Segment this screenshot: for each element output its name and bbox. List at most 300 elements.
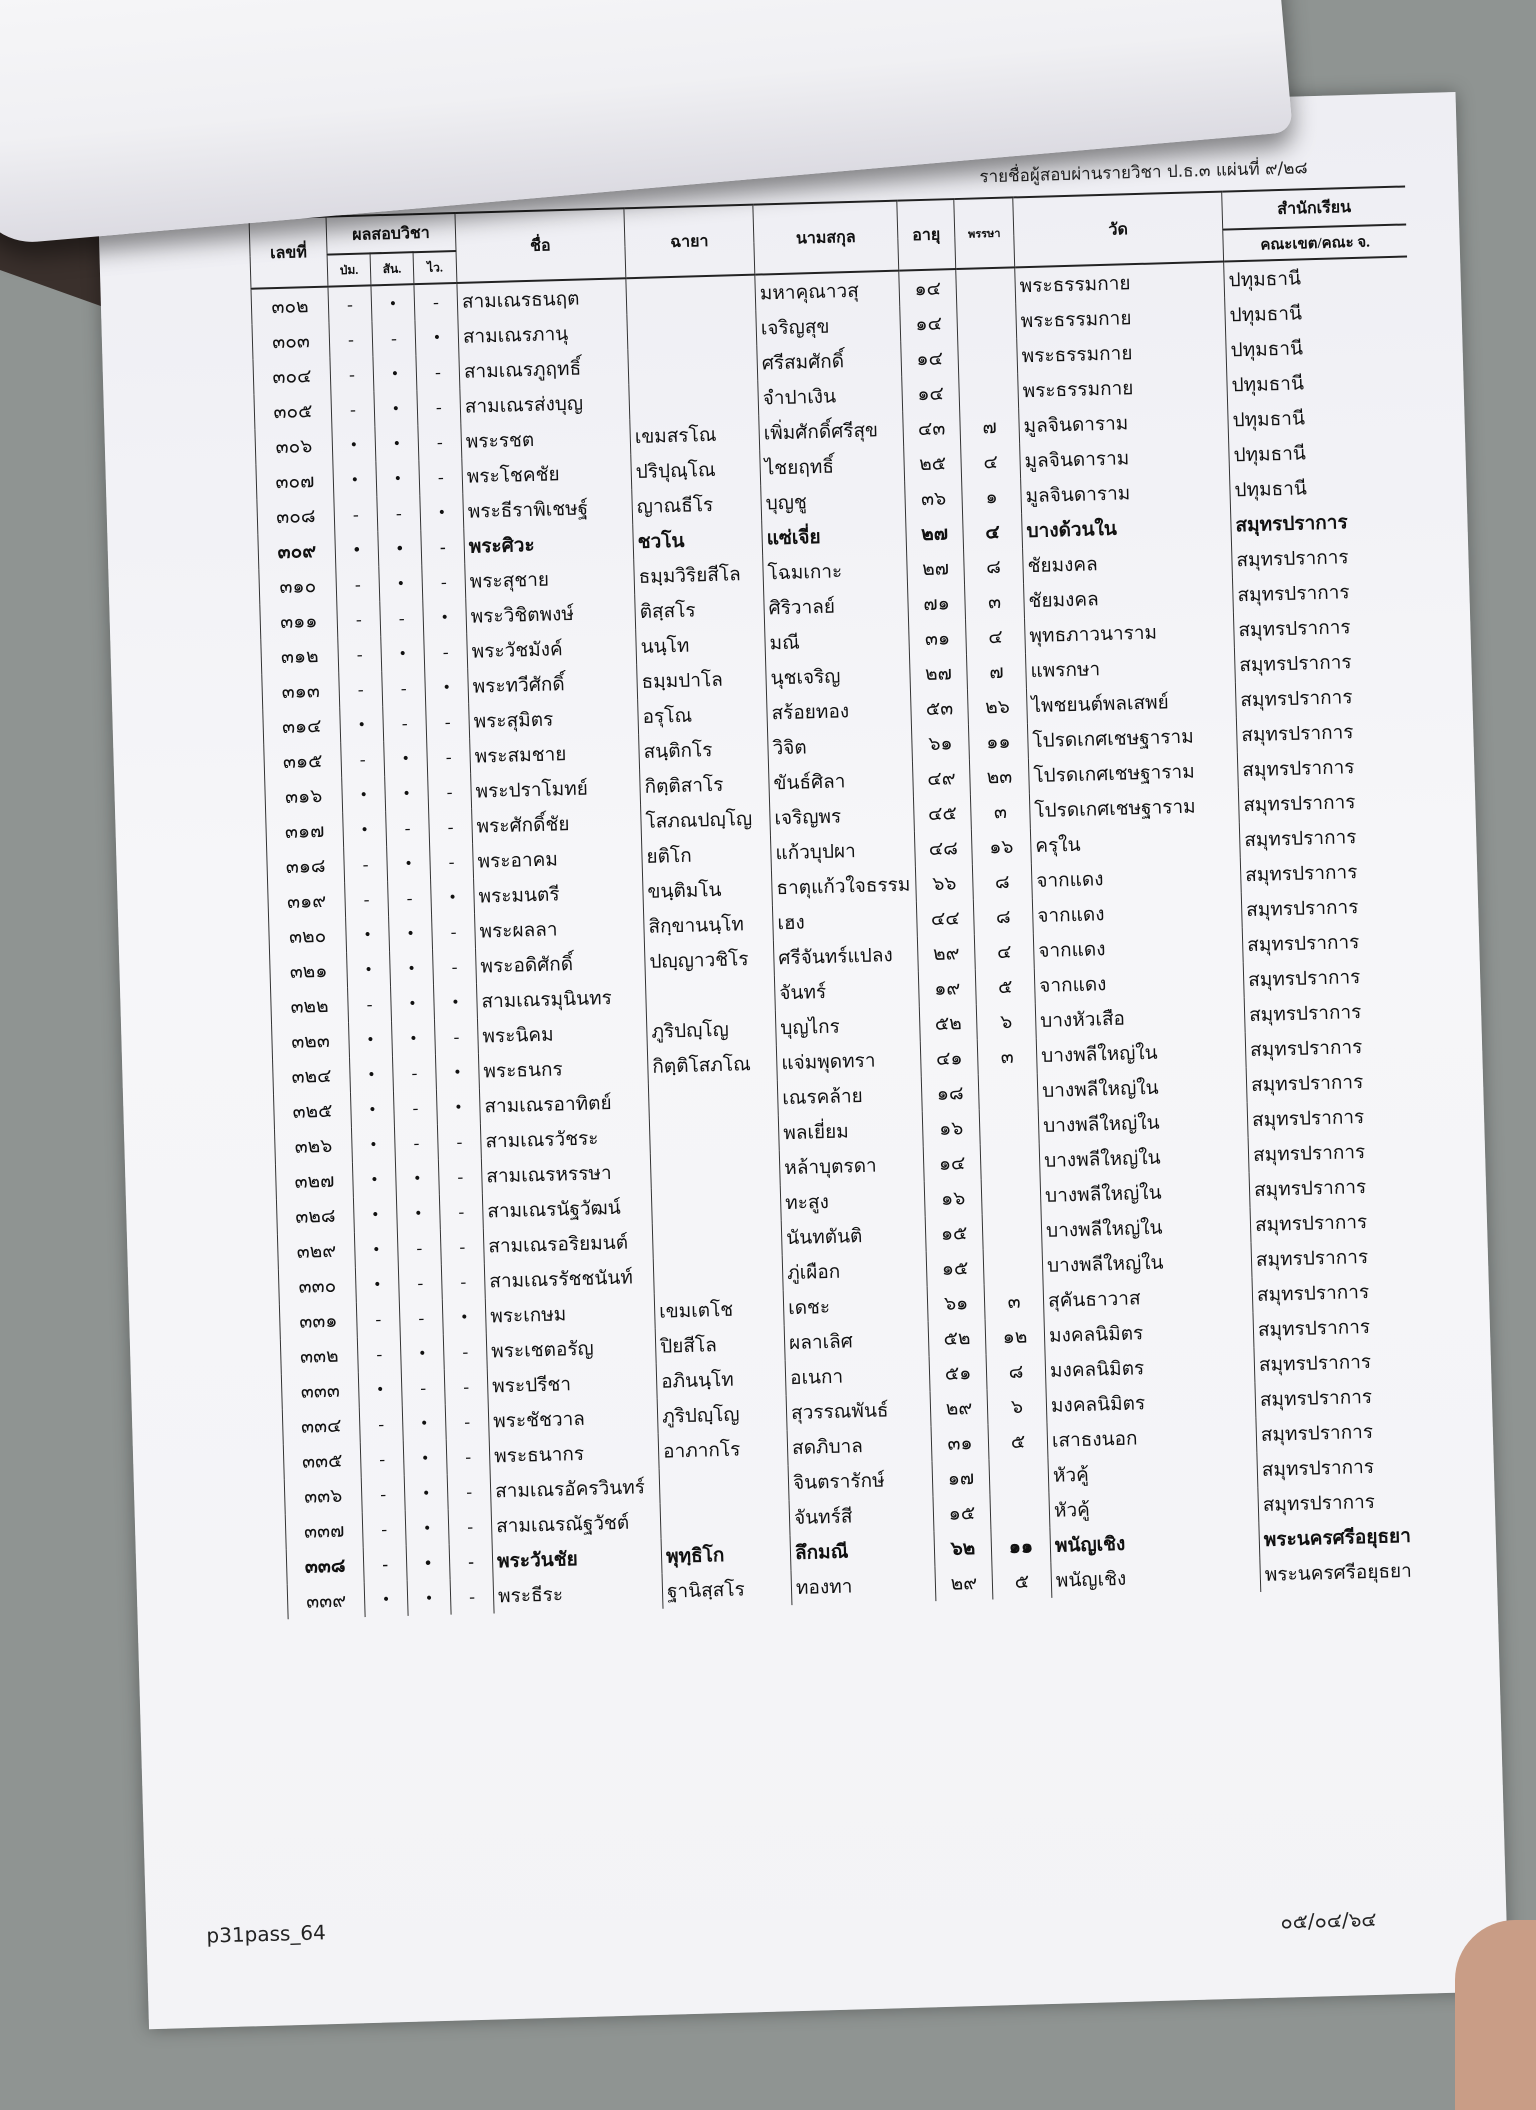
score3-mark: - (444, 1369, 488, 1405)
row-number: ๓๐๒ (251, 287, 329, 325)
score3-mark: - (419, 459, 463, 495)
phansa-cell: ๒๓ (969, 758, 1029, 795)
office-cell: ปทุมธานี (1230, 467, 1414, 507)
score3-mark: • (423, 599, 467, 635)
age-cell: ๔๔ (916, 900, 974, 937)
wat-cell: พุทธภาวนาราม (1024, 612, 1234, 653)
office-cell: ปทุมธานี (1227, 362, 1411, 402)
name-cell: สามเณรหรรษา (481, 1154, 651, 1194)
score2-mark: • (373, 355, 417, 391)
age-cell: ๑๔ (923, 1145, 981, 1182)
chaya-cell: ฐานิสฺสโร (662, 1570, 792, 1609)
score3-mark: - (447, 1474, 491, 1510)
score3-mark: - (446, 1439, 490, 1475)
age-cell: ๑๕ (933, 1495, 991, 1532)
wat-cell: มูลจินดาราม (1021, 472, 1231, 513)
name-cell: พระนิคม (477, 1014, 647, 1054)
office-cell: สมุทรปราการ (1257, 1447, 1441, 1487)
score3-mark: • (434, 984, 478, 1020)
row-number: ๓๑๗ (266, 812, 344, 849)
score3-mark: - (414, 283, 458, 320)
score1-mark: • (364, 1581, 408, 1617)
score3-mark: • (436, 1089, 480, 1125)
row-number: ๓๒๓ (272, 1022, 350, 1059)
office-cell: สมุทรปราการ (1235, 677, 1419, 717)
score3-mark: • (435, 1054, 479, 1090)
name-cell: พระสุชาย (465, 559, 635, 599)
score1-mark: - (363, 1546, 407, 1582)
age-cell: ๑๕ (925, 1215, 983, 1252)
score3-mark: - (429, 809, 473, 845)
age-cell: ๔๙ (912, 760, 970, 797)
name-cell: สามเณรส่งบุญ (460, 384, 630, 424)
row-number: ๓๓๔ (282, 1407, 360, 1444)
age-cell: ๑๕ (926, 1250, 984, 1287)
score1-mark: • (340, 706, 384, 742)
wat-cell: บางพลีใหญ่ใน (1037, 1067, 1247, 1108)
age-cell: ๕๓ (910, 690, 968, 727)
surname-cell: ภู่เผือก (782, 1251, 927, 1290)
row-number: ๓๒๕ (273, 1092, 351, 1129)
surname-cell: ศรีจันทร์แปลง (773, 936, 918, 975)
surname-cell: สุวรรณพันธ์ (786, 1391, 931, 1430)
office-cell: สมุทรปราการ (1237, 747, 1421, 787)
row-number: ๓๑๔ (263, 707, 341, 744)
results-table (249, 185, 1445, 1619)
name-cell: สามเณรนัฐวัฒน์ (482, 1189, 652, 1229)
score2-mark: • (396, 1195, 440, 1231)
age-cell: ๒๙ (917, 935, 975, 972)
wat-cell: มงคลนิมิตร (1044, 1312, 1254, 1353)
score3-mark: - (449, 1543, 493, 1579)
office-cell: สมุทรปราการ (1252, 1272, 1436, 1312)
chaya-cell: เขมสรโณ (630, 416, 760, 455)
row-number: ๓๐๗ (256, 463, 334, 500)
wat-cell: มูลจินดาราม (1019, 403, 1229, 444)
column-header-surname: นามสกุล (753, 201, 899, 275)
surname-cell: เจริญพร (769, 796, 914, 835)
row-number: ๓๐๓ (252, 323, 330, 360)
row-number: ๓๓๙ (287, 1582, 365, 1619)
row-number: ๓๐๖ (255, 428, 333, 465)
score3-mark: - (441, 1264, 485, 1300)
phansa-cell (983, 1248, 1043, 1285)
column-header-score-group: ผลสอบวิชา (326, 213, 456, 255)
name-cell: พระมนตรี (474, 874, 644, 914)
score1-mark: - (334, 496, 378, 532)
score3-mark: - (422, 564, 466, 600)
office-cell: สมุทรปราการ (1240, 852, 1424, 892)
office-cell: สมุทรปราการ (1245, 1027, 1429, 1067)
chaya-cell: ยติโก (642, 835, 772, 874)
score1-mark: - (330, 356, 374, 392)
score1-mark: • (347, 951, 391, 987)
row-number: ๓๑๘ (267, 847, 345, 884)
surname-cell: แซ่เจี่ย (762, 517, 907, 556)
row-number: ๓๒๙ (277, 1232, 355, 1269)
score2-mark: • (406, 1545, 450, 1581)
chaya-cell: ขนฺติมโน (642, 870, 772, 909)
chaya-cell: ภูริปญฺโญ (657, 1395, 787, 1434)
score3-mark: - (445, 1404, 489, 1440)
age-cell: ๒๙ (935, 1565, 993, 1602)
score1-mark: - (348, 986, 392, 1022)
column-header-age: อายุ (897, 199, 956, 271)
score2-mark: - (399, 1300, 443, 1336)
name-cell: สามเณรธนฤต (457, 278, 627, 319)
score3-mark: - (433, 949, 477, 985)
score2-mark: - (382, 670, 426, 706)
row-number: ๓๓๒ (280, 1337, 358, 1374)
chaya-cell (627, 311, 757, 350)
score3-mark: - (417, 389, 461, 425)
wat-cell: มูลจินดาราม (1020, 437, 1230, 478)
phansa-cell: ๗ (960, 408, 1020, 445)
office-cell: พระนครศรีอยุธยา (1259, 1517, 1443, 1557)
score2-mark: - (393, 1090, 437, 1126)
score1-mark: - (331, 391, 375, 427)
column-header-office-sub: คณะเขต/คณะ จ. (1223, 224, 1407, 261)
name-cell: พระปรีชา (487, 1364, 657, 1404)
score1-mark: • (352, 1161, 396, 1197)
wat-cell: มงคลนิมิตร (1046, 1382, 1256, 1423)
row-number: ๓๒๒ (271, 987, 349, 1024)
chaya-cell: สิกฺขานนฺโท (643, 905, 773, 944)
row-number: ๓๑๕ (264, 742, 342, 779)
score1-mark: • (350, 1091, 394, 1127)
surname-cell: สดภิบาล (787, 1426, 932, 1465)
chaya-cell: ปริปุณฺโณ (631, 451, 761, 490)
score3-mark: - (440, 1229, 484, 1265)
name-cell: พระผลลา (475, 909, 645, 949)
score1-mark: • (332, 426, 376, 462)
phansa-cell: ๑ (962, 478, 1022, 515)
wat-cell: บางพลีใหญ่ใน (1038, 1102, 1248, 1143)
score2-mark: • (387, 845, 431, 881)
age-cell: ๑๖ (922, 1110, 980, 1147)
row-number: ๓๑๓ (262, 672, 340, 709)
name-cell: พระศักดิ์ชัย (472, 804, 642, 844)
wat-cell: จากแดง (1031, 857, 1241, 898)
age-cell: ๖๑ (911, 725, 969, 762)
phansa-cell: ๕ (992, 1563, 1052, 1600)
score2-mark: • (404, 1475, 448, 1511)
name-cell: สามเณรวัชระ (480, 1119, 650, 1159)
age-cell: ๓๑ (931, 1425, 989, 1462)
surname-cell: ทองทา (791, 1566, 936, 1605)
name-cell: พระวัชมังค์ (467, 629, 637, 669)
row-number: ๓๓๐ (278, 1267, 356, 1304)
chaya-cell: ชวโน (633, 521, 763, 560)
wat-cell: จากแดง (1032, 892, 1242, 933)
wat-cell: มงคลนิมิตร (1045, 1347, 1255, 1388)
phansa-cell (990, 1493, 1050, 1530)
column-header-score1: ป่ม. (327, 253, 371, 286)
wat-cell: บางหัวเสือ (1035, 997, 1245, 1038)
chaya-cell: ปญฺญาวชิโร (644, 940, 774, 979)
score2-mark: • (390, 950, 434, 986)
score3-mark: - (438, 1159, 482, 1195)
name-cell: พระธีราพิเชษฐ์ (463, 489, 633, 529)
chaya-cell (649, 1115, 779, 1154)
score1-mark: - (328, 285, 372, 322)
row-number: ๓๓๕ (283, 1442, 361, 1479)
surname-cell: วิจิต (768, 726, 913, 765)
phansa-cell: ๑๖ (971, 828, 1031, 865)
surname-cell: บุญไกร (775, 1006, 920, 1045)
score2-mark: - (398, 1265, 442, 1301)
surname-cell: จินตรารักษ์ (788, 1461, 933, 1500)
age-cell: ๔๘ (914, 830, 972, 867)
surname-cell: มณี (765, 622, 910, 661)
age-cell: ๔๑ (920, 1040, 978, 1077)
age-cell: ๕๒ (928, 1320, 986, 1357)
surname-cell: เฮง (772, 901, 917, 940)
wat-cell: พระธรรมกาย (1018, 368, 1228, 409)
score1-mark: - (359, 1406, 403, 1442)
chaya-cell (660, 1500, 790, 1539)
surname-cell: ศรีสมศักดิ์ (757, 342, 902, 381)
office-cell: สมุทรปราการ (1244, 992, 1428, 1032)
age-cell: ๑๖ (924, 1180, 982, 1217)
wat-cell: พระธรรมกาย (1016, 298, 1226, 339)
office-cell: สมุทรปราการ (1239, 817, 1423, 857)
score2-mark: • (395, 1160, 439, 1196)
surname-cell: ไชยฤทธิ์ (760, 447, 905, 486)
surname-cell: มหาคุณาวสุ (755, 271, 900, 311)
name-cell: พระวิชิตพงษ์ (466, 594, 636, 634)
age-cell: ๑๔ (899, 269, 957, 307)
score2-mark: • (375, 425, 419, 461)
chaya-cell (626, 275, 756, 315)
office-cell: สมุทรปราการ (1232, 572, 1416, 612)
wat-cell: เสาธงนอก (1047, 1417, 1257, 1458)
score1-mark: • (346, 916, 390, 952)
surname-cell: ศิริวาลย์ (764, 587, 909, 626)
chaya-cell: ญาณธีโร (632, 486, 762, 525)
chaya-cell (648, 1080, 778, 1119)
office-cell: ปทุมธานี (1225, 292, 1409, 332)
age-cell: ๒๗ (907, 550, 965, 587)
surname-cell: ทะสูง (780, 1181, 925, 1220)
chaya-cell: ภูริปญฺโญ (646, 1010, 776, 1049)
surname-cell: ลึกมณี (790, 1531, 935, 1570)
score1-mark: - (344, 846, 388, 882)
surname-cell: อเนกา (785, 1356, 930, 1395)
score1-mark: - (361, 1476, 405, 1512)
score1-mark: • (349, 1056, 393, 1092)
score2-mark: • (402, 1405, 446, 1441)
phansa-cell: ๒๖ (967, 688, 1027, 725)
score1-mark: - (360, 1441, 404, 1477)
score3-mark: - (439, 1194, 483, 1230)
score3-mark: - (427, 739, 471, 775)
name-cell: พระโชคชัย (462, 454, 632, 494)
page-title: รายชื่อผู้สอบผ่านรายวิชา ป.ธ.๓ แผ่นที่ ๙/๒๘ (979, 158, 1308, 188)
surname-cell: แจ่มพุดทรา (776, 1041, 921, 1080)
office-cell: พระนครศรีอยุธยา (1260, 1552, 1444, 1592)
name-cell: สามเณรอาทิตย์ (479, 1084, 649, 1124)
office-cell: สมุทรปราการ (1253, 1307, 1437, 1347)
row-number: ๓๒๑ (270, 952, 348, 989)
name-cell: พระเกษม (485, 1294, 655, 1334)
name-cell: สามเณรณัฐวัชต์ (491, 1504, 661, 1544)
column-header-chaya: ฉายา (624, 205, 755, 279)
score1-mark: - (356, 1301, 400, 1337)
chaya-cell (659, 1465, 789, 1504)
score1-mark: • (358, 1371, 402, 1407)
wat-cell: บางพลีใหญ่ใน (1040, 1172, 1250, 1213)
score1-mark: - (329, 321, 373, 357)
footer-date: ๐๕/๐๔/๖๔ (1280, 1906, 1377, 1934)
row-number: ๓๐๔ (253, 358, 331, 395)
age-cell: ๑๗ (932, 1460, 990, 1497)
score1-mark: • (353, 1196, 397, 1232)
age-cell: ๓๑ (909, 620, 967, 657)
score2-mark: - (388, 880, 432, 916)
phansa-cell: ๖ (976, 1003, 1036, 1040)
surname-cell: สร้อยทอง (767, 691, 912, 730)
age-cell: ๖๑ (927, 1285, 985, 1322)
surname-cell: นุชเจริญ (766, 656, 911, 695)
age-cell: ๗๑ (908, 585, 966, 622)
wat-cell: บางด้วนใน (1022, 507, 1232, 548)
chaya-cell: พุทฺธิโก (661, 1535, 791, 1574)
row-number: ๓๒๗ (275, 1162, 353, 1199)
office-cell: สมุทรปราการ (1248, 1132, 1432, 1172)
surname-cell: เจริญสุข (756, 307, 901, 346)
footer-code: p31pass_64 (206, 1920, 327, 1948)
chaya-cell (650, 1150, 780, 1189)
wat-cell: จากแดง (1033, 927, 1243, 968)
surname-cell: บุญชู (761, 482, 906, 521)
score1-mark: • (355, 1266, 399, 1302)
age-cell: ๔๓ (903, 410, 961, 447)
wat-cell: ชัยมงคล (1024, 577, 1234, 618)
phansa-cell: ๑๒ (985, 1318, 1045, 1355)
name-cell: พระอาคม (473, 839, 643, 879)
score2-mark: • (371, 284, 415, 321)
name-cell: พระเชตอรัญ (486, 1329, 656, 1369)
wat-cell: สุคันธาวาส (1043, 1277, 1253, 1318)
chaya-cell: เขมเตโช (654, 1290, 784, 1329)
score3-mark: - (421, 529, 465, 565)
name-cell: พระธีระ (493, 1574, 663, 1614)
age-cell: ๖๒ (934, 1530, 992, 1567)
row-number: ๓๑๑ (260, 602, 338, 639)
score2-mark: • (389, 915, 433, 951)
score2-mark: - (397, 1230, 441, 1266)
score3-mark: - (418, 424, 462, 460)
office-cell: สมุทรปราการ (1247, 1097, 1431, 1137)
age-cell: ๑๙ (918, 970, 976, 1007)
office-cell: สมุทรปราการ (1238, 782, 1422, 822)
phansa-cell: ๓ (965, 583, 1025, 620)
phansa-cell (982, 1213, 1042, 1250)
phansa-cell (989, 1458, 1049, 1495)
office-cell: สมุทรปราการ (1258, 1482, 1442, 1522)
row-number: ๓๓๓ (281, 1372, 359, 1409)
score2-mark: • (385, 775, 429, 811)
score2-mark: • (400, 1335, 444, 1371)
phansa-cell: ๘ (986, 1353, 1046, 1390)
surname-cell: โฉมเกาะ (763, 552, 908, 591)
score2-mark: • (381, 635, 425, 671)
score1-mark: - (337, 601, 381, 637)
score3-mark: • (420, 494, 464, 530)
phansa-cell: ๘ (964, 548, 1024, 585)
row-number: ๓๐๙ (258, 532, 336, 569)
chaya-cell: สนฺติกโร (639, 730, 769, 769)
surname-cell: เณรคล้าย (777, 1076, 922, 1115)
name-cell: สามเณรภานุ (458, 314, 628, 354)
chaya-cell (651, 1185, 781, 1224)
office-cell: สมุทรปราการ (1249, 1167, 1433, 1207)
office-cell: สมุทรปราการ (1255, 1377, 1439, 1417)
phansa-cell: ๓ (984, 1283, 1044, 1320)
name-cell: พระศิวะ (464, 524, 634, 564)
surname-cell: นันทตันติ (781, 1216, 926, 1255)
surname-cell: พลเยี่ยม (778, 1111, 923, 1150)
age-cell: ๒๗ (910, 655, 968, 692)
score2-mark: • (384, 740, 428, 776)
score2-mark: • (403, 1440, 447, 1476)
chaya-cell: กิตฺติสาโร (640, 765, 770, 804)
office-cell: สมุทรปราการ (1242, 922, 1426, 962)
name-cell: พระธนากร (489, 1434, 659, 1474)
row-number: ๓๓๑ (279, 1302, 357, 1339)
age-cell: ๒๗ (906, 515, 964, 552)
phansa-cell: ๔ (963, 513, 1023, 550)
office-cell: ปทุมธานี (1229, 432, 1413, 472)
score1-mark: • (342, 776, 386, 812)
surname-cell: เดชะ (783, 1286, 928, 1325)
phansa-cell: ๓ (970, 793, 1030, 830)
wat-cell: พระธรรมกาย (1015, 262, 1225, 304)
score2-mark: - (386, 810, 430, 846)
phansa-cell: ๓ (977, 1038, 1037, 1075)
surname-cell: แก้วบุปผา (770, 831, 915, 870)
surname-cell: ขันธ์ศิลา (769, 761, 914, 800)
phansa-cell: ๔ (966, 618, 1026, 655)
score1-mark: - (339, 671, 383, 707)
score1-mark: - (341, 741, 385, 777)
office-cell: สมุทรปราการ (1231, 537, 1415, 577)
age-cell: ๓๖ (905, 480, 963, 517)
phansa-cell: ๖ (987, 1388, 1047, 1425)
score1-mark: • (351, 1126, 395, 1162)
score1-mark: • (349, 1021, 393, 1057)
thumb (1455, 1920, 1536, 2110)
score3-mark: • (415, 319, 459, 355)
column-header-name: ชื่อ (455, 208, 626, 283)
row-number: ๓๒๖ (274, 1127, 352, 1164)
chaya-cell: ปิยสีโล (655, 1325, 785, 1364)
chaya-cell: อภินนฺโท (656, 1360, 786, 1399)
office-cell: สมุทรปราการ (1236, 712, 1420, 752)
score3-mark: - (428, 774, 472, 810)
chaya-cell: ธมฺมปาโล (637, 661, 767, 700)
name-cell: พระธนกร (478, 1049, 648, 1089)
name-cell: พระทวีศักดิ์ (468, 664, 638, 704)
wat-cell: ชัยมงคล (1023, 542, 1233, 583)
score3-mark: • (425, 669, 469, 705)
name-cell: สามเณรอริยมนต์ (483, 1224, 653, 1264)
score2-mark: • (378, 530, 422, 566)
column-header-no: เลขที่ (249, 217, 328, 289)
score1-mark: - (357, 1336, 401, 1372)
name-cell: สามเณรรัชชนันท์ (484, 1259, 654, 1299)
